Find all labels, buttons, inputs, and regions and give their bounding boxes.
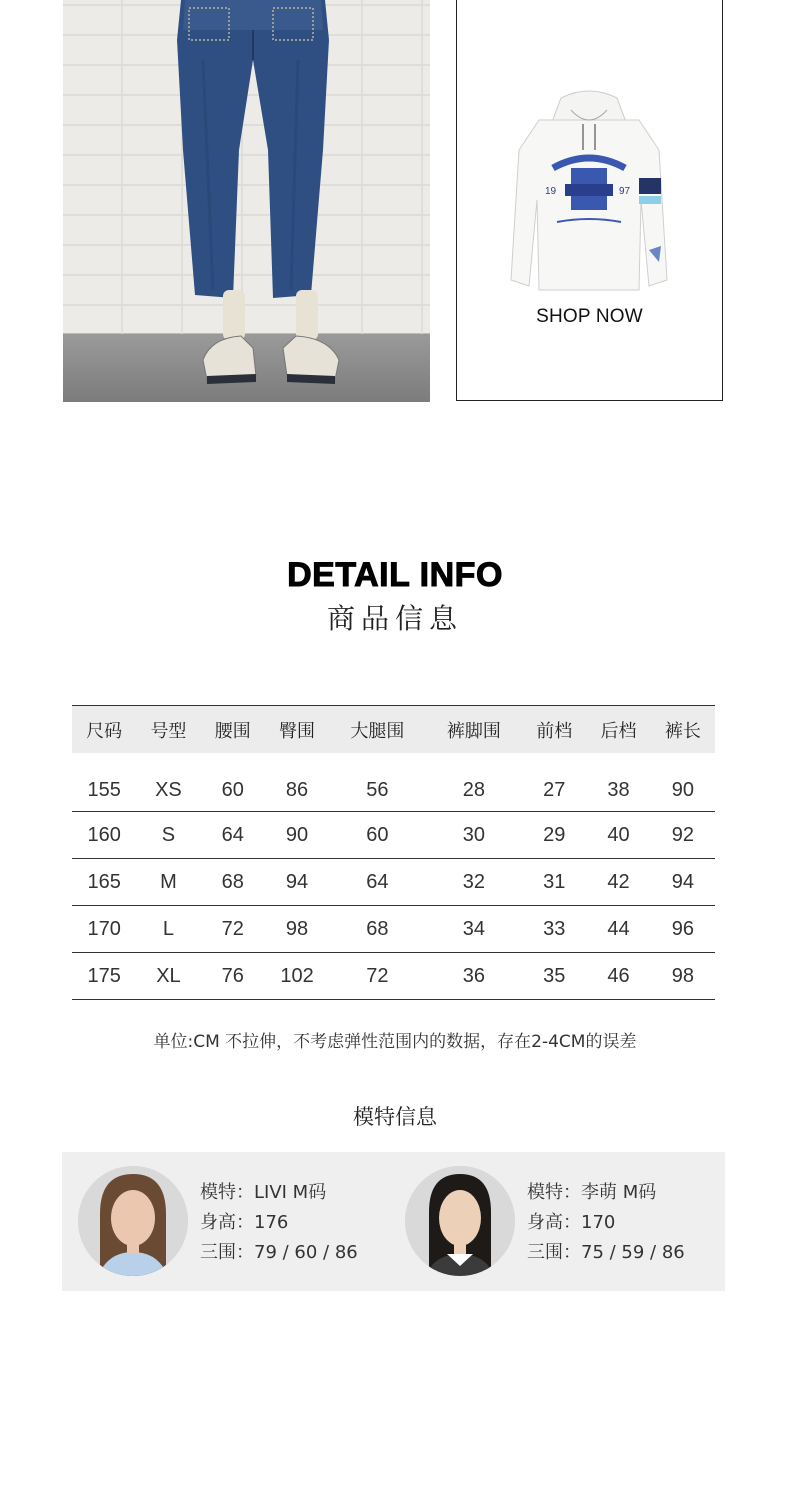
model-info-panel: [62, 1152, 725, 1291]
model-measures: 三围：79 / 60 / 86: [200, 1242, 358, 1263]
table-row: [72, 859, 715, 906]
table-cell: 76: [201, 953, 265, 1000]
table-cell: XS: [136, 769, 200, 812]
table-cell: 56: [329, 769, 425, 812]
model-avatar: [78, 1166, 188, 1276]
table-cell: 33: [522, 906, 586, 953]
table-cell: 102: [265, 953, 329, 1000]
table-cell: 30: [426, 812, 522, 859]
table-cell: 64: [329, 859, 425, 906]
model-name: 模特：李萌 M码: [527, 1182, 657, 1203]
model-height: 身高：176: [200, 1212, 289, 1233]
model-info: [527, 1178, 685, 1268]
table-cell: 35: [522, 953, 586, 1000]
size-table: [72, 705, 715, 1000]
table-cell: 165: [72, 859, 136, 906]
unit-note: 单位:CM 不拉伸，不考虑弹性范围内的数据，存在2-4CM的误差: [153, 1032, 637, 1052]
size-table-header: [72, 706, 715, 754]
shop-now-label[interactable]: SHOP NOW: [536, 306, 643, 327]
svg-text:97: 97: [619, 186, 631, 197]
model-measures: 三围：75 / 59 / 86: [527, 1242, 685, 1263]
table-cell: S: [136, 812, 200, 859]
svg-text:19: 19: [545, 186, 557, 197]
header-cell: 前档: [536, 720, 573, 742]
table-cell: 60: [201, 769, 265, 812]
model-info: [200, 1178, 358, 1268]
table-cell: 72: [329, 953, 425, 1000]
detail-info-title: DETAIL INFO: [287, 556, 503, 594]
table-cell: 38: [586, 769, 650, 812]
jeans-illustration: [173, 0, 333, 300]
table-cell: 90: [651, 769, 715, 812]
table-row: [72, 769, 715, 812]
table-cell: 32: [426, 859, 522, 906]
model-height: 身高：170: [527, 1212, 616, 1233]
table-cell: XL: [136, 953, 200, 1000]
table-cell: 36: [426, 953, 522, 1000]
table-cell: 155: [72, 769, 136, 812]
table-cell: 28: [426, 769, 522, 812]
table-cell: L: [136, 906, 200, 953]
table-cell: 90: [265, 812, 329, 859]
model-card: [405, 1166, 735, 1278]
table-cell: 31: [522, 859, 586, 906]
detail-info-subtitle: 商品信息: [326, 602, 463, 635]
sneakers-illustration: [201, 290, 341, 390]
table-cell: 94: [651, 859, 715, 906]
table-cell: 40: [586, 812, 650, 859]
header-cell: 后档: [600, 720, 637, 742]
model-avatar: [405, 1166, 515, 1276]
table-cell: M: [136, 859, 200, 906]
table-cell: 34: [426, 906, 522, 953]
table-cell: 64: [201, 812, 265, 859]
table-cell: 94: [265, 859, 329, 906]
table-cell: 86: [265, 769, 329, 812]
header-cell: 臀围: [279, 720, 316, 742]
table-cell: 46: [586, 953, 650, 1000]
header-cell: 大腿围: [350, 720, 405, 742]
model-name: 模特：LIVI M码: [200, 1182, 327, 1203]
header-cell: 裤长: [664, 720, 701, 742]
table-row: [72, 812, 715, 859]
table-cell: 68: [329, 906, 425, 953]
table-cell: 44: [586, 906, 650, 953]
model-card: [78, 1166, 408, 1278]
table-cell: 27: [522, 769, 586, 812]
table-cell: 42: [586, 859, 650, 906]
table-cell: 96: [651, 906, 715, 953]
table-cell: 175: [72, 953, 136, 1000]
hoodie-product-image: [509, 90, 669, 295]
table-cell: 29: [522, 812, 586, 859]
header-cell: 裤脚围: [446, 720, 501, 742]
header-cell: 腰围: [214, 720, 251, 742]
table-cell: 72: [201, 906, 265, 953]
table-cell: 60: [329, 812, 425, 859]
model-info-title: 模特信息: [353, 1105, 437, 1129]
table-cell: 68: [201, 859, 265, 906]
table-cell: 160: [72, 812, 136, 859]
table-row: [72, 906, 715, 953]
table-row: [72, 953, 715, 1000]
product-model-photo: [63, 0, 430, 402]
header-cell: 尺码: [86, 720, 123, 742]
table-cell: 98: [265, 906, 329, 953]
table-cell: 98: [651, 953, 715, 1000]
header-cell: 号型: [150, 720, 187, 742]
shop-now-card[interactable]: [456, 0, 723, 401]
table-cell: 170: [72, 906, 136, 953]
table-cell: 92: [651, 812, 715, 859]
